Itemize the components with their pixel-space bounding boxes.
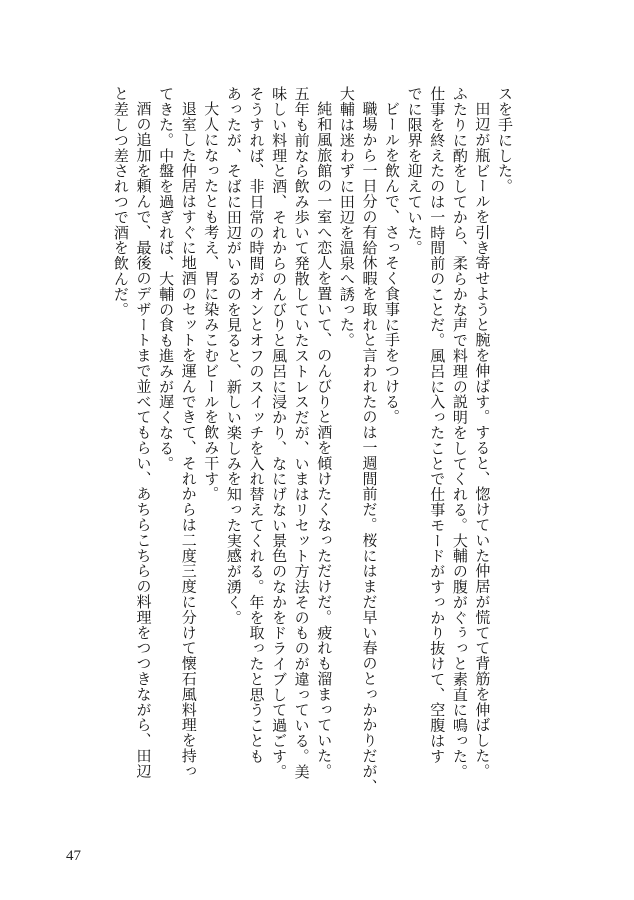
paragraph-6: 大人になったとも考え、胃に染みこむビールを飲み干す。 [202, 101, 221, 502]
paragraph-1: スを手にした。 [496, 86, 514, 194]
paragraph-4: 職場から一日分の有給休暇を取れと言われたのは一週間前だ。桜にはまだ早い春のとっかかりだが、 大輔は迷わずに田辺を温泉へ誘った。 [337, 86, 379, 794]
vertical-text-body [66, 86, 516, 846]
page-number: 47 [66, 848, 81, 864]
paragraph-2: 田辺が瓶ビールを引き寄せようと腕を伸ばす。すると、惚けていた仲居が慌てて背筋を伸ばした。 ふたりに酌をしてから、柔らかな声で料理の説明をしてくれる。大輔の腹がぐぅっと素直に鳴った。 仕事を終えたのは一時間前のことだ。風呂に入ったことで仕事モードがすっかり抜けて、空腹はす でに限界を迎えていた。 [405, 86, 492, 779]
paragraph-3: ビールを飲んで、さっそく食事に手をつける。 [383, 101, 402, 425]
paragraph-7: 退室した仲居はすぐに地酒のセットを運んできて、それからは二度三度に分けて懐石風料理を持っ てきた。中盤を過ぎれば、大輔の食も進みが遅くなる。 [157, 86, 198, 779]
paragraph-8: 酒の追加を頼んで、最後のデザートまで並べてもらい、あちらこちらの料理をつつきながら、田辺 と差しつ差されつで酒を飲んだ。 [111, 86, 153, 779]
paragraph-5: 純和風旅館の一室へ恋人を置いて、のんびりと酒を傾けたくなっただけだ。疲れも溜まっていた。 五年も前なら飲み歩いて発散していたストレスだが、いまはリセット方法そのものが違っている。美 味しい料理と酒、それからのんびりと風呂に浸かり、なにげない景色のなかをドライブして過ごす。 そうすれば、非日常の時間がオンとオフのスイッチを入れ替えてくれる。年を取ったと思うことも あったが、そばに田辺がいるのを見ると、新しい楽しみを知った実感が湧く。 [224, 86, 334, 779]
